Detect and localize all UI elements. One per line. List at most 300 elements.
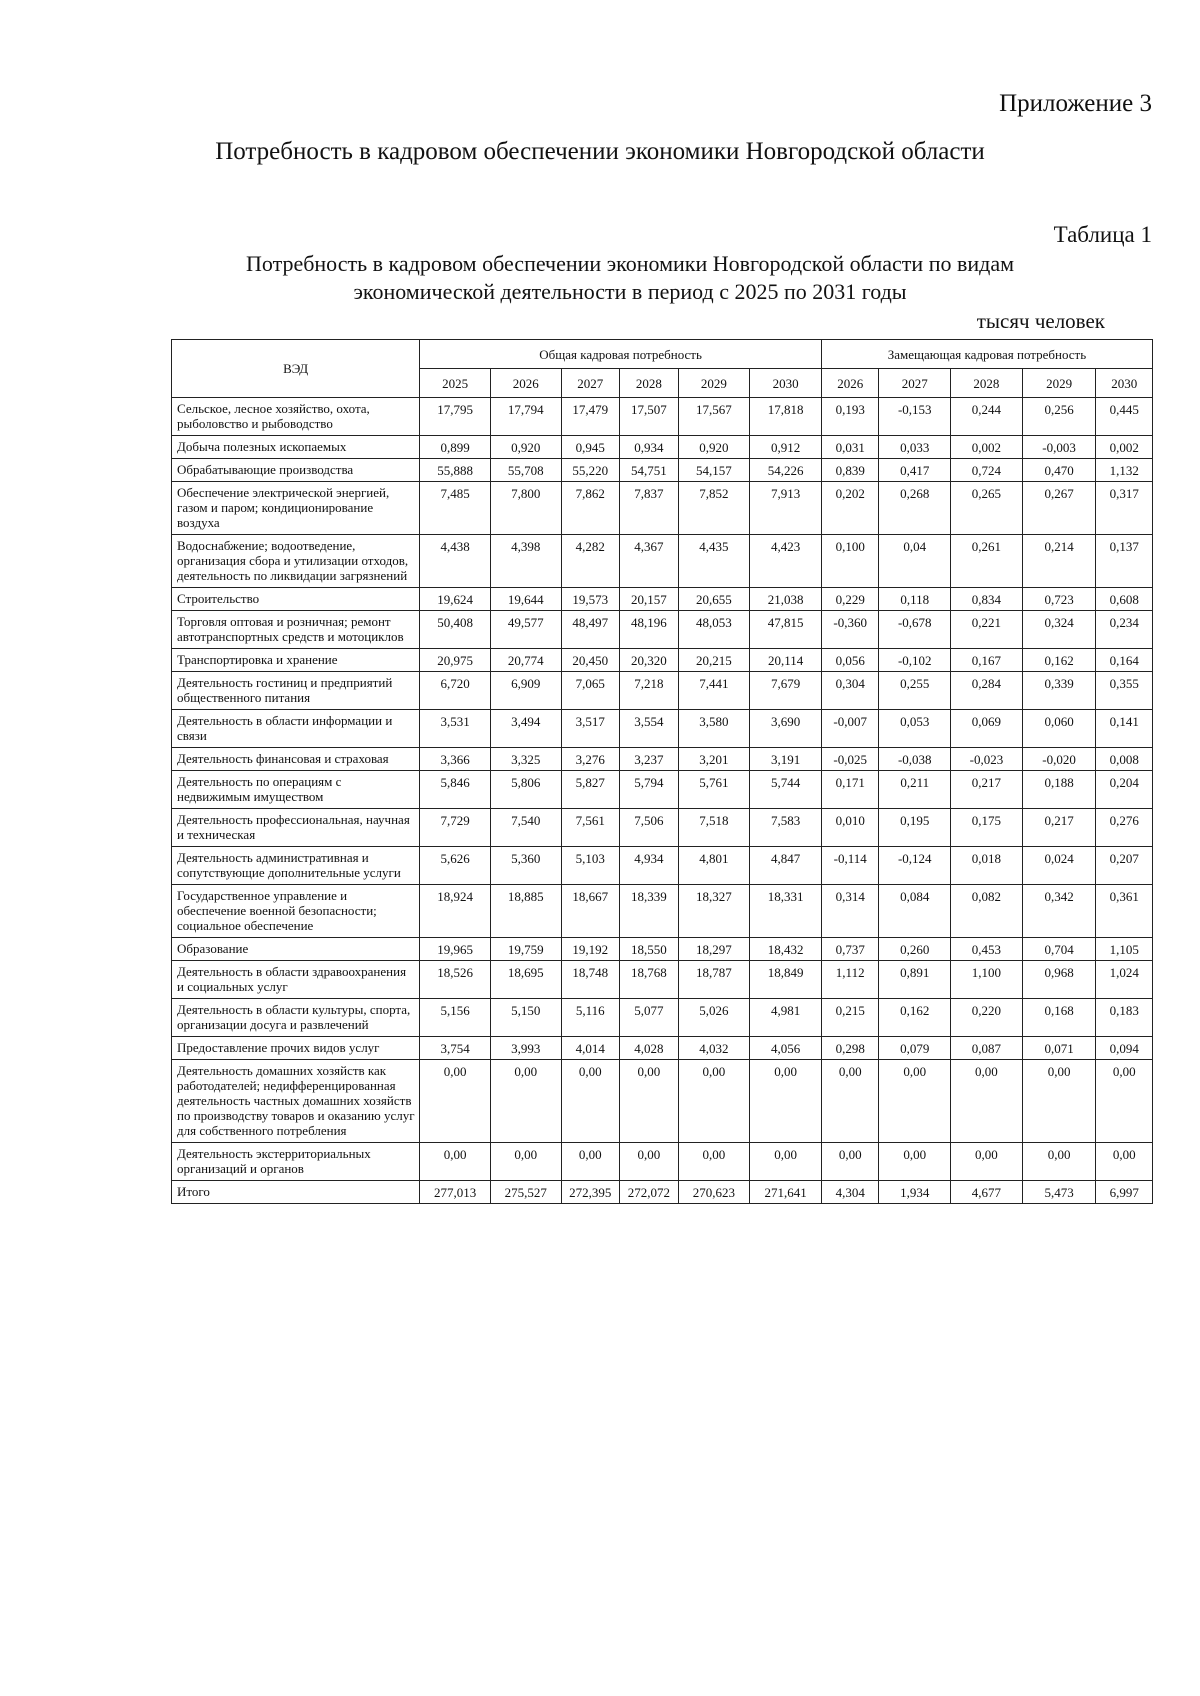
row-value-cell: 0,704 [1022, 938, 1096, 961]
row-value-cell: 0,175 [951, 809, 1023, 847]
row-value-cell: 48,497 [561, 611, 620, 649]
row-value-cell: 5,846 [420, 771, 491, 809]
row-value-cell: -0,003 [1022, 436, 1096, 459]
row-value-cell: 0,261 [951, 535, 1023, 588]
row-value-cell: 0,00 [1096, 1143, 1153, 1181]
row-value-cell: 5,360 [490, 847, 561, 885]
row-value-cell: 0,214 [1022, 535, 1096, 588]
row-value-cell: 0,162 [1022, 649, 1096, 672]
table-row [172, 885, 1153, 938]
row-value-cell: 17,818 [750, 398, 822, 436]
table-row [172, 1181, 1153, 1204]
row-value-cell: 3,494 [490, 710, 561, 748]
header-year-total-2027: 2027 [561, 369, 620, 398]
header-ved: ВЭД [172, 340, 420, 398]
row-value-cell: 18,550 [620, 938, 679, 961]
row-value-cell: 3,554 [620, 710, 679, 748]
row-value-cell: 4,981 [750, 999, 822, 1037]
row-value-cell: 0,217 [951, 771, 1023, 809]
row-activity-name: Деятельность в области информации и связи [172, 710, 420, 748]
row-value-cell: 5,103 [561, 847, 620, 885]
row-value-cell: 4,056 [750, 1037, 822, 1060]
row-value-cell: 0,060 [1022, 710, 1096, 748]
row-value-cell: 0,255 [879, 672, 951, 710]
row-value-cell: 3,754 [420, 1037, 491, 1060]
row-value-cell: 270,623 [678, 1181, 750, 1204]
row-value-cell: 1,100 [951, 961, 1023, 999]
row-value-cell: 18,331 [750, 885, 822, 938]
row-value-cell: 0,298 [821, 1037, 879, 1060]
row-activity-name: Деятельность профессиональная, научная и техническая [172, 809, 420, 847]
row-value-cell: 20,655 [678, 588, 750, 611]
row-value-cell: 4,677 [951, 1181, 1023, 1204]
row-value-cell: 0,00 [821, 1060, 879, 1143]
row-value-cell: 0,339 [1022, 672, 1096, 710]
row-value-cell: 54,157 [678, 459, 750, 482]
row-value-cell: 0,167 [951, 649, 1023, 672]
row-value-cell: 3,690 [750, 710, 822, 748]
row-value-cell: 0,891 [879, 961, 951, 999]
row-value-cell: 0,193 [821, 398, 879, 436]
row-value-cell: 18,849 [750, 961, 822, 999]
table-title [150, 250, 1110, 306]
row-value-cell: 0,069 [951, 710, 1023, 748]
row-value-cell: 0,00 [678, 1060, 750, 1143]
appendix-label: Приложение 3 [999, 90, 1152, 117]
row-value-cell: 271,641 [750, 1181, 822, 1204]
header-year-replace-2030: 2030 [1096, 369, 1153, 398]
row-activity-name: Торговля оптовая и розничная; ремонт автотранспортных средств и мотоциклов [172, 611, 420, 649]
row-activity-name: Обрабатывающие производства [172, 459, 420, 482]
row-value-cell: 0,453 [951, 938, 1023, 961]
row-value-cell: 18,327 [678, 885, 750, 938]
header-year-total-2028: 2028 [620, 369, 679, 398]
row-value-cell: 19,192 [561, 938, 620, 961]
row-value-cell: 54,751 [620, 459, 679, 482]
row-value-cell: 0,220 [951, 999, 1023, 1037]
row-value-cell: 7,441 [678, 672, 750, 710]
table-row [172, 748, 1153, 771]
row-value-cell: 0,008 [1096, 748, 1153, 771]
row-value-cell: 3,366 [420, 748, 491, 771]
row-value-cell: 5,626 [420, 847, 491, 885]
row-value-cell: 0,284 [951, 672, 1023, 710]
row-value-cell: 0,094 [1096, 1037, 1153, 1060]
row-value-cell: 0,361 [1096, 885, 1153, 938]
row-value-cell: 5,026 [678, 999, 750, 1037]
row-value-cell: -0,023 [951, 748, 1023, 771]
header-year-replace-2029: 2029 [1022, 369, 1096, 398]
table-row [172, 1143, 1153, 1181]
table-title-line-1: Потребность в кадровом обеспечении экономики Новгородской области по видам [245, 251, 1015, 276]
row-value-cell: 0,737 [821, 938, 879, 961]
row-value-cell: 0,445 [1096, 398, 1153, 436]
row-value-cell: 55,220 [561, 459, 620, 482]
row-value-cell: 0,002 [1096, 436, 1153, 459]
row-value-cell: 0,141 [1096, 710, 1153, 748]
row-value-cell: 4,435 [678, 535, 750, 588]
row-value-cell: 7,506 [620, 809, 679, 847]
row-value-cell: 19,759 [490, 938, 561, 961]
row-value-cell: 0,033 [879, 436, 951, 459]
row-value-cell: 7,518 [678, 809, 750, 847]
row-value-cell: 0,00 [561, 1143, 620, 1181]
row-value-cell: 5,116 [561, 999, 620, 1037]
row-value-cell: 0,207 [1096, 847, 1153, 885]
row-value-cell: 272,072 [620, 1181, 679, 1204]
row-value-cell: 20,774 [490, 649, 561, 672]
row-value-cell: 0,087 [951, 1037, 1023, 1060]
row-value-cell: 0,211 [879, 771, 951, 809]
row-value-cell: 7,065 [561, 672, 620, 710]
row-value-cell: 19,965 [420, 938, 491, 961]
row-value-cell: 0,031 [821, 436, 879, 459]
row-value-cell: 0,268 [879, 482, 951, 535]
row-value-cell: 7,800 [490, 482, 561, 535]
row-value-cell: 5,077 [620, 999, 679, 1037]
row-value-cell: 17,507 [620, 398, 679, 436]
row-value-cell: 54,226 [750, 459, 822, 482]
row-value-cell: 1,024 [1096, 961, 1153, 999]
row-value-cell: 19,644 [490, 588, 561, 611]
row-value-cell: 7,679 [750, 672, 822, 710]
row-value-cell: 20,320 [620, 649, 679, 672]
row-value-cell: 0,137 [1096, 535, 1153, 588]
row-value-cell: -0,038 [879, 748, 951, 771]
row-value-cell: 3,580 [678, 710, 750, 748]
row-activity-name: Водоснабжение; водоотведение, организация сбора и утилизации отходов, деятельность по ликвидации загрязнений [172, 535, 420, 588]
row-value-cell: 0,304 [821, 672, 879, 710]
row-value-cell: 0,00 [490, 1060, 561, 1143]
row-value-cell: 0,00 [821, 1143, 879, 1181]
row-value-cell: 7,729 [420, 809, 491, 847]
row-value-cell: 0,342 [1022, 885, 1096, 938]
row-value-cell: 0,00 [490, 1143, 561, 1181]
row-value-cell: 6,909 [490, 672, 561, 710]
row-value-cell: 272,395 [561, 1181, 620, 1204]
row-activity-name: Деятельность гостиниц и предприятий общественного питания [172, 672, 420, 710]
row-value-cell: 20,215 [678, 649, 750, 672]
row-value-cell: 50,408 [420, 611, 491, 649]
row-value-cell: 4,847 [750, 847, 822, 885]
row-value-cell: 7,561 [561, 809, 620, 847]
row-value-cell: 0,002 [951, 436, 1023, 459]
row-value-cell: 18,885 [490, 885, 561, 938]
row-activity-name: Добыча полезных ископаемых [172, 436, 420, 459]
row-value-cell: 0,215 [821, 999, 879, 1037]
row-value-cell: 18,695 [490, 961, 561, 999]
row-value-cell: 49,577 [490, 611, 561, 649]
row-value-cell: 21,038 [750, 588, 822, 611]
row-value-cell: 0,056 [821, 649, 879, 672]
row-value-cell: 17,567 [678, 398, 750, 436]
row-value-cell: 0,202 [821, 482, 879, 535]
table-label: Таблица 1 [1053, 222, 1152, 247]
row-value-cell: 20,157 [620, 588, 679, 611]
table-row [172, 999, 1153, 1037]
row-value-cell: 4,304 [821, 1181, 879, 1204]
row-value-cell: 3,201 [678, 748, 750, 771]
row-value-cell: 0,084 [879, 885, 951, 938]
table-row [172, 611, 1153, 649]
row-value-cell: 4,398 [490, 535, 561, 588]
row-value-cell: -0,025 [821, 748, 879, 771]
row-value-cell: 1,934 [879, 1181, 951, 1204]
header-year-replace-2028: 2028 [951, 369, 1023, 398]
row-value-cell: 4,028 [620, 1037, 679, 1060]
table-row [172, 809, 1153, 847]
row-value-cell: 0,920 [678, 436, 750, 459]
row-value-cell: -0,678 [879, 611, 951, 649]
row-value-cell: 18,526 [420, 961, 491, 999]
row-value-cell: 0,00 [420, 1143, 491, 1181]
row-value-cell: 0,171 [821, 771, 879, 809]
table-row [172, 1060, 1153, 1143]
row-value-cell: 4,032 [678, 1037, 750, 1060]
row-value-cell: 3,191 [750, 748, 822, 771]
table-row [172, 588, 1153, 611]
row-value-cell: -0,114 [821, 847, 879, 885]
row-value-cell: 3,276 [561, 748, 620, 771]
row-value-cell: 3,325 [490, 748, 561, 771]
row-value-cell: 0,839 [821, 459, 879, 482]
row-value-cell: 48,196 [620, 611, 679, 649]
header-year-total-2026: 2026 [490, 369, 561, 398]
table-row [172, 482, 1153, 535]
header-year-replace-2026: 2026 [821, 369, 879, 398]
row-value-cell: 55,888 [420, 459, 491, 482]
row-value-cell: 6,997 [1096, 1181, 1153, 1204]
row-value-cell: 6,720 [420, 672, 491, 710]
row-value-cell: 0,234 [1096, 611, 1153, 649]
row-activity-name: Предоставление прочих видов услуг [172, 1037, 420, 1060]
table-row [172, 961, 1153, 999]
row-value-cell: 19,573 [561, 588, 620, 611]
row-value-cell: 0,00 [620, 1143, 679, 1181]
row-value-cell: 7,485 [420, 482, 491, 535]
row-value-cell: 7,862 [561, 482, 620, 535]
table-row [172, 436, 1153, 459]
row-value-cell: 0,079 [879, 1037, 951, 1060]
row-value-cell: 19,624 [420, 588, 491, 611]
row-value-cell: 0,934 [620, 436, 679, 459]
row-value-cell: 0,00 [1022, 1060, 1096, 1143]
row-value-cell: 0,324 [1022, 611, 1096, 649]
row-value-cell: 0,188 [1022, 771, 1096, 809]
header-total-demand: Общая кадровая потребность [420, 340, 822, 369]
row-value-cell: 0,118 [879, 588, 951, 611]
row-value-cell: 0,100 [821, 535, 879, 588]
row-value-cell: 18,787 [678, 961, 750, 999]
row-value-cell: 0,00 [561, 1060, 620, 1143]
staffing-needs-table [171, 339, 1153, 1204]
row-activity-name: Образование [172, 938, 420, 961]
row-value-cell: 5,806 [490, 771, 561, 809]
row-value-cell: 7,913 [750, 482, 822, 535]
row-value-cell: 0,256 [1022, 398, 1096, 436]
row-value-cell: 20,450 [561, 649, 620, 672]
row-value-cell: 4,367 [620, 535, 679, 588]
row-value-cell: 0,00 [879, 1060, 951, 1143]
row-activity-name: Деятельность в области здравоохранения и социальных услуг [172, 961, 420, 999]
row-value-cell: 0,082 [951, 885, 1023, 938]
row-activity-name: Транспортировка и хранение [172, 649, 420, 672]
row-value-cell: 1,112 [821, 961, 879, 999]
row-value-cell: 7,218 [620, 672, 679, 710]
row-value-cell: 0,920 [490, 436, 561, 459]
row-value-cell: 5,761 [678, 771, 750, 809]
row-value-cell: 0,00 [1096, 1060, 1153, 1143]
header-replacement-demand: Замещающая кадровая потребность [821, 340, 1152, 369]
row-value-cell: 17,795 [420, 398, 491, 436]
row-value-cell: 0,265 [951, 482, 1023, 535]
row-value-cell: 0,04 [879, 535, 951, 588]
row-value-cell: 0,195 [879, 809, 951, 847]
row-value-cell: 0,267 [1022, 482, 1096, 535]
row-value-cell: 0,229 [821, 588, 879, 611]
row-value-cell: 0,00 [951, 1060, 1023, 1143]
row-value-cell: 5,156 [420, 999, 491, 1037]
row-value-cell: 1,132 [1096, 459, 1153, 482]
row-value-cell: 0,00 [1022, 1143, 1096, 1181]
row-value-cell: 0,018 [951, 847, 1023, 885]
row-value-cell: -0,102 [879, 649, 951, 672]
row-value-cell: 0,470 [1022, 459, 1096, 482]
row-value-cell: 0,00 [420, 1060, 491, 1143]
row-value-cell: 0,071 [1022, 1037, 1096, 1060]
row-value-cell: 7,837 [620, 482, 679, 535]
table-row [172, 459, 1153, 482]
row-value-cell: 0,608 [1096, 588, 1153, 611]
row-value-cell: 18,748 [561, 961, 620, 999]
row-value-cell: 5,794 [620, 771, 679, 809]
row-value-cell: 20,975 [420, 649, 491, 672]
table-row [172, 1037, 1153, 1060]
row-value-cell: -0,007 [821, 710, 879, 748]
row-value-cell: 3,237 [620, 748, 679, 771]
row-value-cell: 4,801 [678, 847, 750, 885]
row-activity-name: Деятельность экстерриториальных организаций и органов [172, 1143, 420, 1181]
row-value-cell: 0,314 [821, 885, 879, 938]
row-value-cell: 0,162 [879, 999, 951, 1037]
row-value-cell: 18,768 [620, 961, 679, 999]
header-year-total-2029: 2029 [678, 369, 750, 398]
table-row [172, 649, 1153, 672]
row-value-cell: 0,355 [1096, 672, 1153, 710]
row-value-cell: 0,723 [1022, 588, 1096, 611]
row-activity-name: Обеспечение электрической энергией, газом и паром; кондиционирование воздуха [172, 482, 420, 535]
row-value-cell: -0,153 [879, 398, 951, 436]
row-value-cell: 4,014 [561, 1037, 620, 1060]
row-value-cell: 3,531 [420, 710, 491, 748]
row-value-cell: 277,013 [420, 1181, 491, 1204]
header-year-replace-2027: 2027 [879, 369, 951, 398]
row-value-cell: 0,00 [951, 1143, 1023, 1181]
row-value-cell: 20,114 [750, 649, 822, 672]
header-year-total-2025: 2025 [420, 369, 491, 398]
row-activity-name: Итого [172, 1181, 420, 1204]
row-value-cell: 0,417 [879, 459, 951, 482]
row-value-cell: 48,053 [678, 611, 750, 649]
row-value-cell: 17,794 [490, 398, 561, 436]
row-value-cell: 1,105 [1096, 938, 1153, 961]
row-value-cell: 0,912 [750, 436, 822, 459]
row-value-cell: 18,667 [561, 885, 620, 938]
row-value-cell: 0,945 [561, 436, 620, 459]
row-value-cell: 18,339 [620, 885, 679, 938]
table-body [172, 398, 1153, 1204]
row-value-cell: 5,827 [561, 771, 620, 809]
row-value-cell: 3,993 [490, 1037, 561, 1060]
row-value-cell: 0,00 [750, 1143, 822, 1181]
row-value-cell: 0,968 [1022, 961, 1096, 999]
row-value-cell: 0,024 [1022, 847, 1096, 885]
row-value-cell: 55,708 [490, 459, 561, 482]
row-value-cell: 18,432 [750, 938, 822, 961]
row-value-cell: 0,834 [951, 588, 1023, 611]
row-activity-name: Строительство [172, 588, 420, 611]
header-year-total-2030: 2030 [750, 369, 822, 398]
row-value-cell: 0,276 [1096, 809, 1153, 847]
row-value-cell: 0,168 [1022, 999, 1096, 1037]
row-value-cell: 5,744 [750, 771, 822, 809]
row-value-cell: 0,221 [951, 611, 1023, 649]
row-value-cell: 5,473 [1022, 1181, 1096, 1204]
row-value-cell: -0,360 [821, 611, 879, 649]
row-value-cell: 7,583 [750, 809, 822, 847]
row-value-cell: 0,053 [879, 710, 951, 748]
row-activity-name: Деятельность домашних хозяйств как работодателей; недифференцированная деятельность частных домашних хозяйств по производству товаров и оказанию услуг для собственного потребления [172, 1060, 420, 1143]
row-value-cell: 0,217 [1022, 809, 1096, 847]
row-value-cell: -0,020 [1022, 748, 1096, 771]
row-activity-name: Деятельность по операциям с недвижимым имуществом [172, 771, 420, 809]
row-value-cell: 7,540 [490, 809, 561, 847]
row-activity-name: Деятельность в области культуры, спорта, организации досуга и развлечений [172, 999, 420, 1037]
row-value-cell: 0,244 [951, 398, 1023, 436]
row-value-cell: 0,724 [951, 459, 1023, 482]
row-value-cell: 0,317 [1096, 482, 1153, 535]
table-row [172, 710, 1153, 748]
row-value-cell: 5,150 [490, 999, 561, 1037]
row-value-cell: 4,934 [620, 847, 679, 885]
row-value-cell: 0,00 [750, 1060, 822, 1143]
row-value-cell: 275,527 [490, 1181, 561, 1204]
row-activity-name: Деятельность административная и сопутствующие дополнительные услуги [172, 847, 420, 885]
row-value-cell: 0,899 [420, 436, 491, 459]
row-value-cell: 4,438 [420, 535, 491, 588]
row-value-cell: 0,00 [879, 1143, 951, 1181]
table-title-line-2: экономической деятельности в период с 2025 по 2031 годы [353, 279, 907, 304]
row-activity-name: Государственное управление и обеспечение военной безопасности; социальное обеспечение [172, 885, 420, 938]
row-value-cell: 0,164 [1096, 649, 1153, 672]
row-value-cell: 0,260 [879, 938, 951, 961]
document-title: Потребность в кадровом обеспечении экономики Новгородской области [215, 138, 985, 165]
table-row [172, 398, 1153, 436]
row-value-cell: 18,297 [678, 938, 750, 961]
row-value-cell: 7,852 [678, 482, 750, 535]
table-row [172, 771, 1153, 809]
table-row [172, 535, 1153, 588]
unit-label: тысяч человек [976, 309, 1105, 333]
row-value-cell: 0,010 [821, 809, 879, 847]
row-value-cell: -0,124 [879, 847, 951, 885]
row-value-cell: 3,517 [561, 710, 620, 748]
table-row [172, 672, 1153, 710]
row-value-cell: 0,204 [1096, 771, 1153, 809]
row-value-cell: 18,924 [420, 885, 491, 938]
row-value-cell: 17,479 [561, 398, 620, 436]
row-value-cell: 47,815 [750, 611, 822, 649]
